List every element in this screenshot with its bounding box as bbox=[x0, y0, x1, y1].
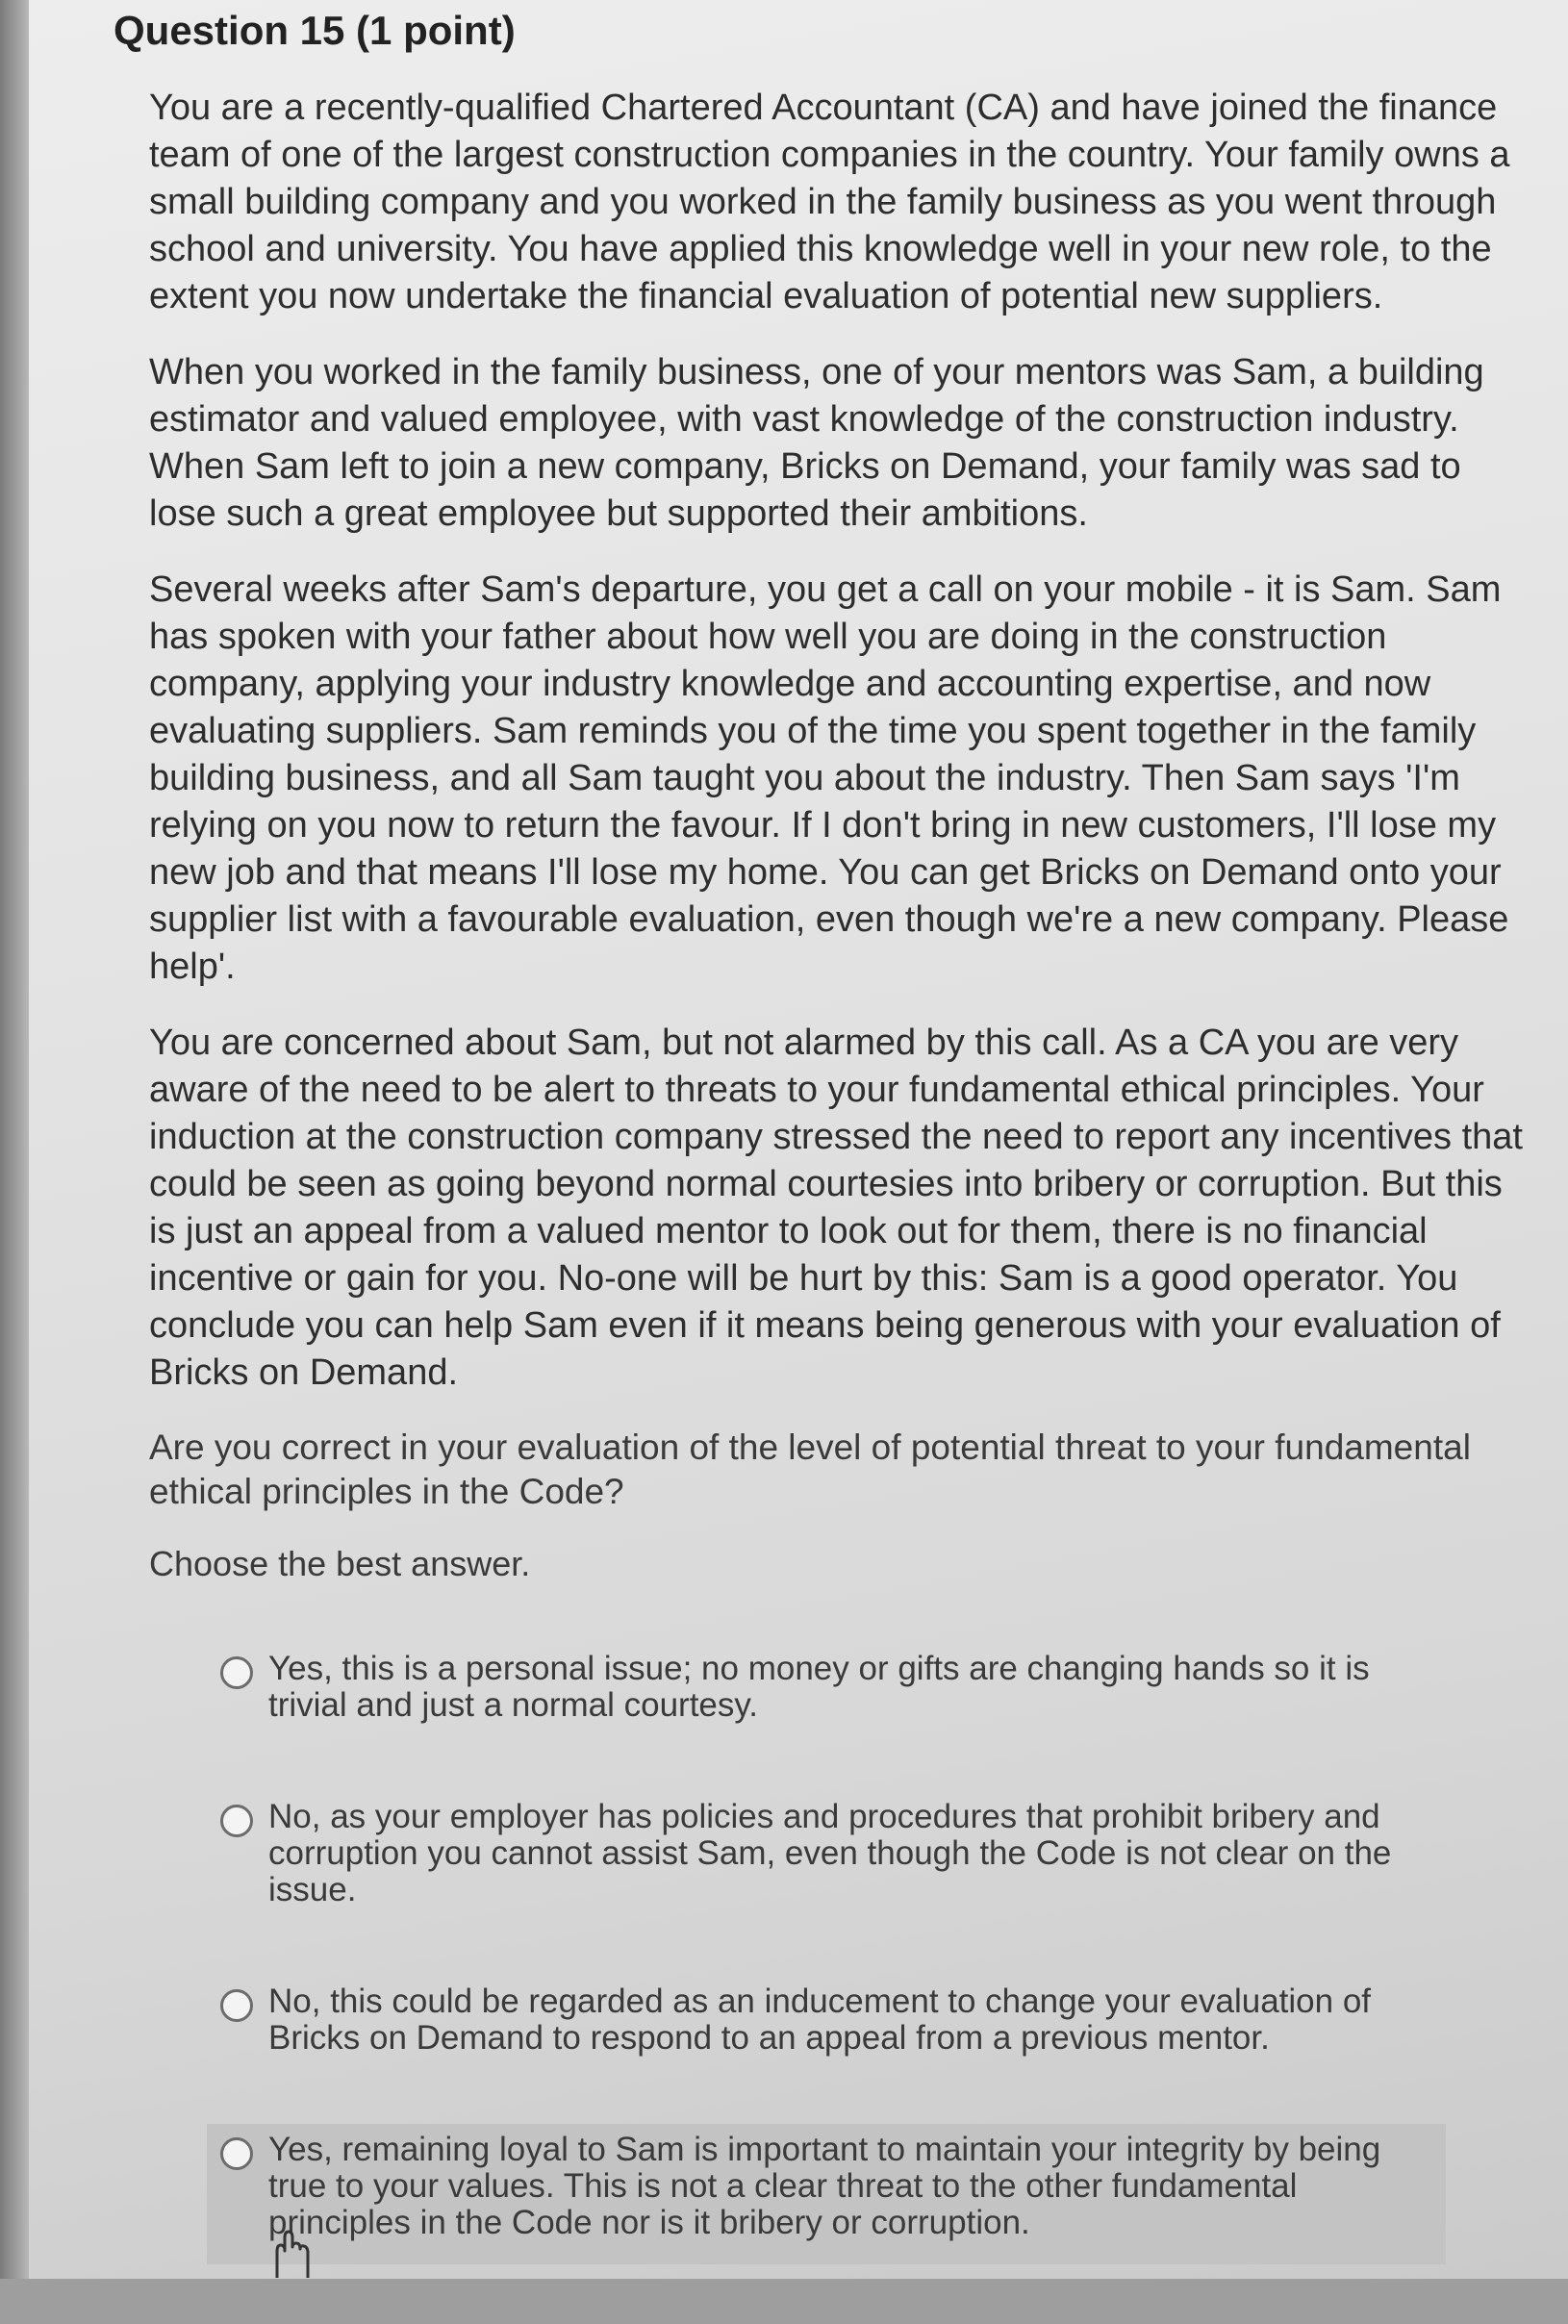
answer-option-2[interactable] bbox=[207, 1791, 1446, 1916]
radio-button-4[interactable] bbox=[220, 2137, 253, 2170]
answer-option-label-1: Yes, this is a personal issue; no money or gifts are changing hands so it is trivial and just a normal courtesy. bbox=[268, 1650, 1370, 1724]
scenario-paragraph-1: You are a recently-qualified Chartered Accountant (CA) and have joined the finance team of one of the largest construction companies in the country. Your family owns a small building company and you worked in the family business as you went through school and university. You have applied this knowledge well in your new role, to the extent you now undertake the financial evaluation of potential new suppliers. bbox=[149, 88, 1510, 316]
answer-option-label-3: No, this could be regarded as an inducement to change your evaluation of Bricks on Demand to respond to an appeal from a previous mentor. bbox=[268, 1983, 1372, 2057]
question-title: Question 15 (1 point) bbox=[114, 8, 516, 53]
hand-pointer-icon bbox=[267, 2230, 310, 2279]
answer-option-label-4: Yes, remaining loyal to Sam is important to maintain your integrity by being true to your values. This is not a clear threat to the other fundamental principles in the Code nor is it bribery or corruption. bbox=[268, 2131, 1381, 2241]
answer-option-3[interactable] bbox=[207, 1976, 1446, 2064]
radio-button-1[interactable] bbox=[220, 1656, 253, 1689]
answer-options bbox=[149, 1643, 1534, 2264]
screen-edge bbox=[0, 0, 29, 2279]
question-body bbox=[149, 85, 1534, 2324]
radio-button-3[interactable] bbox=[220, 1989, 253, 2022]
answer-option-label-2: No, as your employer has policies and procedures that prohibit bribery and corruption you cannot assist Sam, even though the Code is not clear on the issue. bbox=[268, 1798, 1392, 1908]
question-prompt: Are you correct in your evaluation of the level of potential threat to your fundamental ethical principles in the Code? bbox=[149, 1427, 1471, 1511]
radio-button-2[interactable] bbox=[220, 1805, 253, 1837]
quiz-page bbox=[29, 0, 1568, 2279]
answer-option-1[interactable] bbox=[207, 1643, 1446, 1731]
answer-option-4[interactable] bbox=[207, 2124, 1446, 2264]
scenario-paragraph-2: When you worked in the family business, one of your mentors was Sam, a building estimator and valued employee, with vast knowledge of the construction industry. When Sam left to join a new company, Bricks on Demand, your family was sad to lose such a great employee but supported their ambitions. bbox=[149, 352, 1484, 534]
answer-instruction: Choose the best answer. bbox=[149, 1544, 531, 1583]
scenario-paragraph-3: Several weeks after Sam's departure, you get a call on your mobile - it is Sam. Sam has spoken with your father about how well you are doing in the construction company, applying your industry knowledge and accounting expertise, and now evaluating suppliers. Sam reminds you of the time you spent together in the family building business, and all Sam taught you about the industry. Then Sam says 'I'm relying on you now to return the favour. If I don't bring in new customers, I'll lose my new job and that means I'll lose my home. You can get Bricks on Demand onto your supplier list with a favourable evaluation, even though we're a new company. Please help'. bbox=[149, 569, 1509, 987]
scenario-paragraph-4: You are concerned about Sam, but not alarmed by this call. As a CA you are very aware of the need to be alert to threats to your fundamental ethical principles. Your induction at the construction company stressed the need to report any incentives that could be seen as going beyond normal courtesies into bribery or corruption. But this is just an appeal from a valued mentor to look out for them, there is no financial incentive or gain for you. No-one will be hurt by this: Sam is a good operator. You conclude you can help Sam even if it means being generous with your evaluation of Bricks on Demand. bbox=[149, 1023, 1523, 1393]
